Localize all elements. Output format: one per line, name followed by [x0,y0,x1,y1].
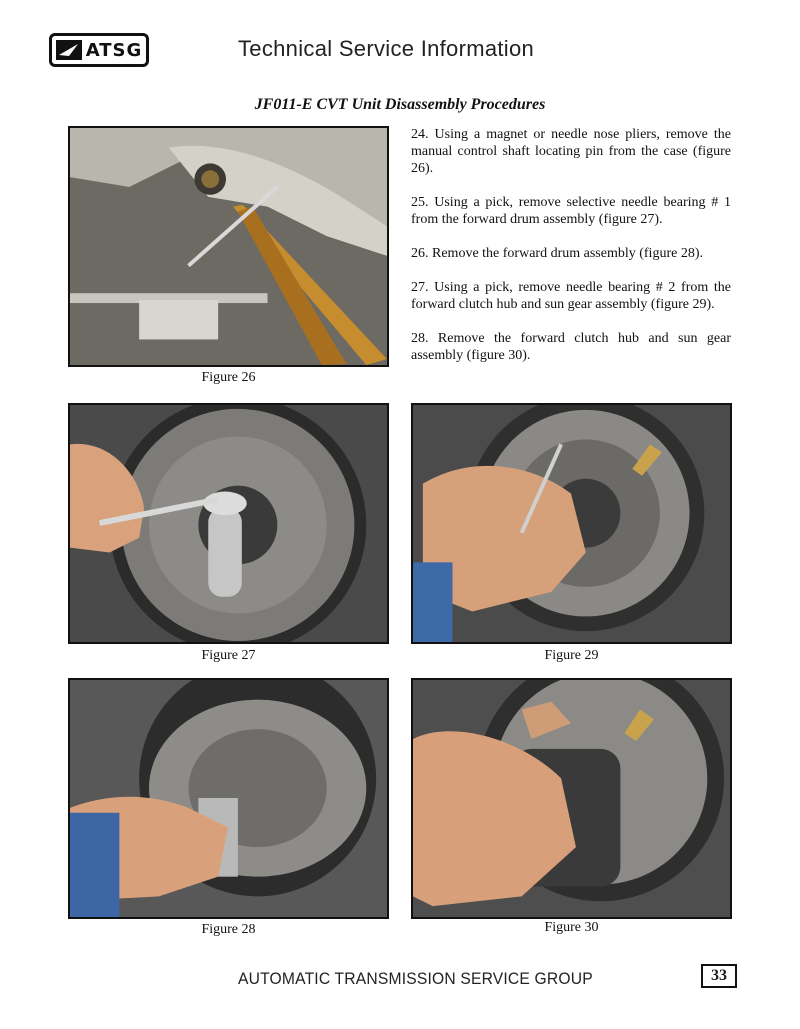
page-number: 33 [701,964,737,988]
figure-29-caption: Figure 29 [544,648,599,663]
procedure-steps [411,126,731,381]
figure-27-caption: Figure 27 [201,648,256,663]
figure-29-photo [411,403,732,644]
figure-28-caption: Figure 28 [201,922,256,937]
step-24: 24. Using a magnet or needle nose pliers, remove the manual control shaft locating pin from the case (figure 26). [411,127,731,176]
header-title: Technical Service Information [238,36,535,61]
figure-28-photo [68,678,389,919]
figure-26-caption: Figure 26 [201,370,256,385]
footer-text: AUTOMATIC TRANSMISSION SERVICE GROUP [238,969,593,988]
step-25: 25. Using a pick, remove selective needle bearing # 1 from the forward drum assembly (figure 27). [411,195,731,227]
section-title: JF011-E CVT Unit Disassembly Procedures [254,96,546,113]
step-27: 27. Using a pick, remove needle bearing # 2 from the forward clutch hub and sun gear assembly (figure 29). [411,280,731,312]
figure-30-caption: Figure 30 [544,920,599,935]
logo-mark-icon [56,40,82,60]
logo-text: ATSG [85,39,143,61]
figure-27-photo [68,403,389,644]
atsg-logo [49,33,149,67]
step-28: 28. Remove the forward clutch hub and sun gear assembly (figure 30). [411,331,731,363]
step-26: 26. Remove the forward drum assembly (figure 28). [411,246,703,261]
figure-30-photo [411,678,732,919]
figure-26-photo [68,126,389,367]
